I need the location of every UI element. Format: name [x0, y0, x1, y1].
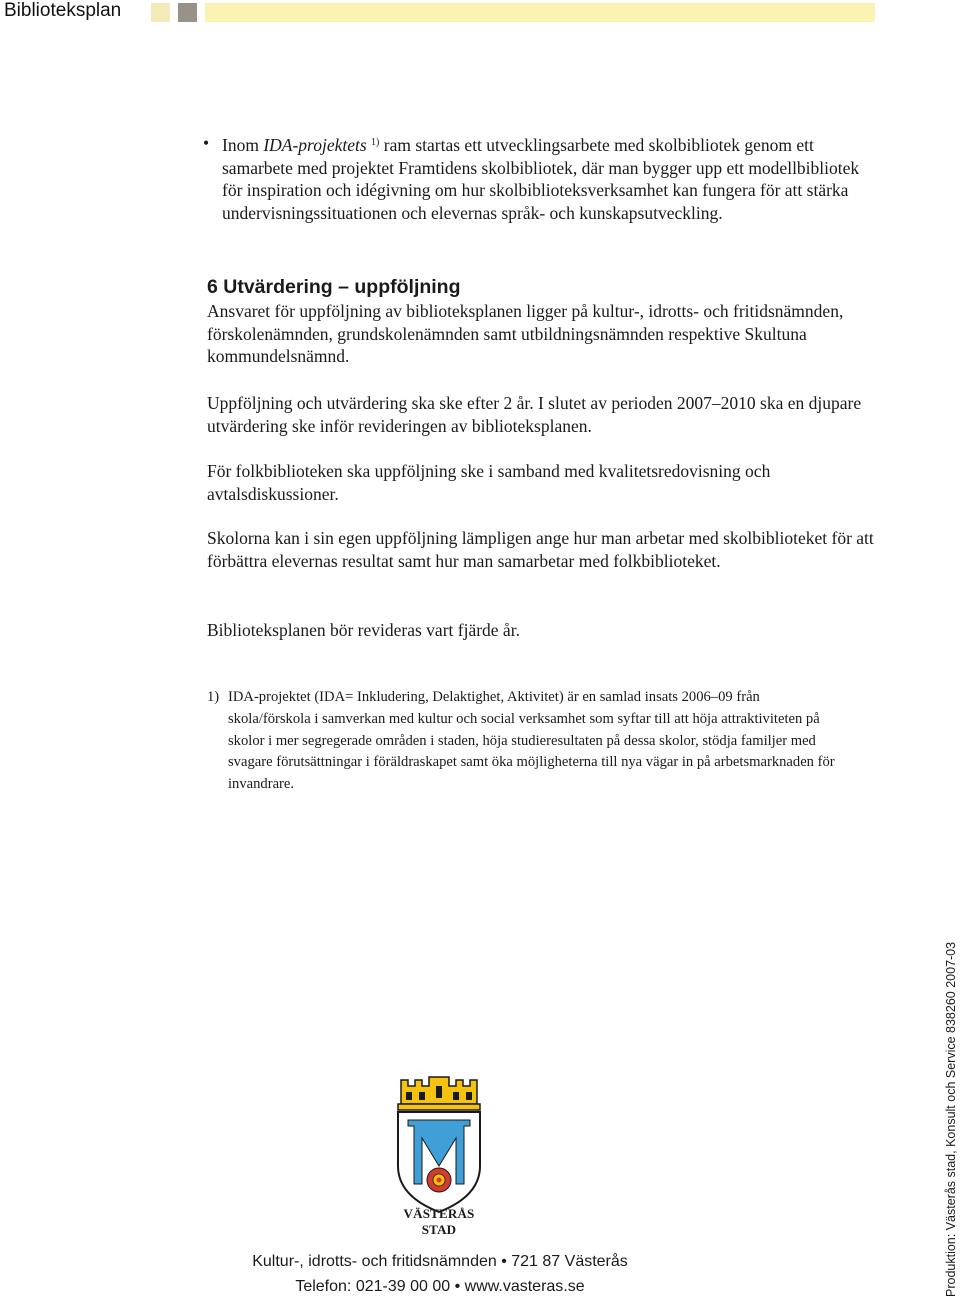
- page-header-title: Biblioteksplan: [4, 0, 122, 21]
- header-square-dark: [178, 3, 197, 22]
- paragraph: Uppföljning och utvärdering ska ske efter 2 år. I slutet av perioden 2007–2010 ska en djupare utvärdering ske inför revideringen av biblioteksplanen.: [207, 393, 862, 436]
- footnote-reference: 1): [371, 137, 380, 148]
- production-note: Produktion: Västerås stad, Konsult och Service 838260 2007-03: [944, 941, 958, 1297]
- bullet-dot: •: [203, 133, 210, 153]
- contact-phone-web: Telefon: 021-39 00 00 • www.vasteras.se: [295, 1278, 585, 1295]
- paragraph: För folkbiblioteken ska uppföljning ske i samband med kvalitetsredovisning och avtalsdiskussioner.: [207, 461, 771, 504]
- footnote-text: IDA-projektet (IDA= Inkludering, Delaktighet, Aktivitet) är en samlad insats 2006–09 från skola/förskola i samverkan med kultur och social verksamhet som syftar till att höja attraktiviteten på skolor i mer segregerade områden i staden, höja studieresultaten på dessa skolor, stödja familjer med svagare förutsättningar i föräldraskapet samt öka möjligheterna till nya vägar in på arbetsmarknaden för invandrare.: [228, 689, 835, 793]
- section-heading: 6 Utvärdering – uppföljning: [207, 276, 461, 298]
- bullet-text: [222, 132, 872, 225]
- paragraph: Biblioteksplanen bör revideras vart fjärde år.: [207, 620, 520, 640]
- header-square-light: [151, 3, 170, 22]
- bullet-body: ram startas ett utvecklingsarbete med skolbibliotek genom ett samarbete med projektet Framtidens skolbibliotek, där man bygger upp ett modellbibliotek för inspiration och idégivning om hur skolbiblioteksverksamhet kan fungera för att stärka undervisningssituationen och elevernas språk- och kunskapsutveckling.: [222, 135, 860, 224]
- header-bar: [205, 3, 875, 22]
- project-name: IDA-projektets: [263, 135, 367, 155]
- contact-address: Kultur-, idrotts- och fritidsnämnden • 721 87 Västerås: [252, 1253, 628, 1270]
- logo-wordmark: VÄSTERÅS STAD: [403, 1206, 475, 1237]
- coat-of-arms-logo: [386, 1074, 492, 1226]
- paragraph: Skolorna kan i sin egen uppföljning lämpligen ange hur man arbetar med skolbiblioteket för att förbättra elevernas resultat samt hur man samarbetar med folkbiblioteket.: [207, 528, 874, 571]
- bullet-intro: Inom: [222, 135, 264, 155]
- footnote-number: 1): [207, 689, 220, 705]
- paragraph: Ansvaret för uppföljning av biblioteksplanen ligger på kultur-, idrotts- och fritidsnämnden, förskolenämnden, grundskolenämnden samt utbildningsnämnden respektive Skultuna kommundelsnämnd.: [207, 301, 844, 367]
